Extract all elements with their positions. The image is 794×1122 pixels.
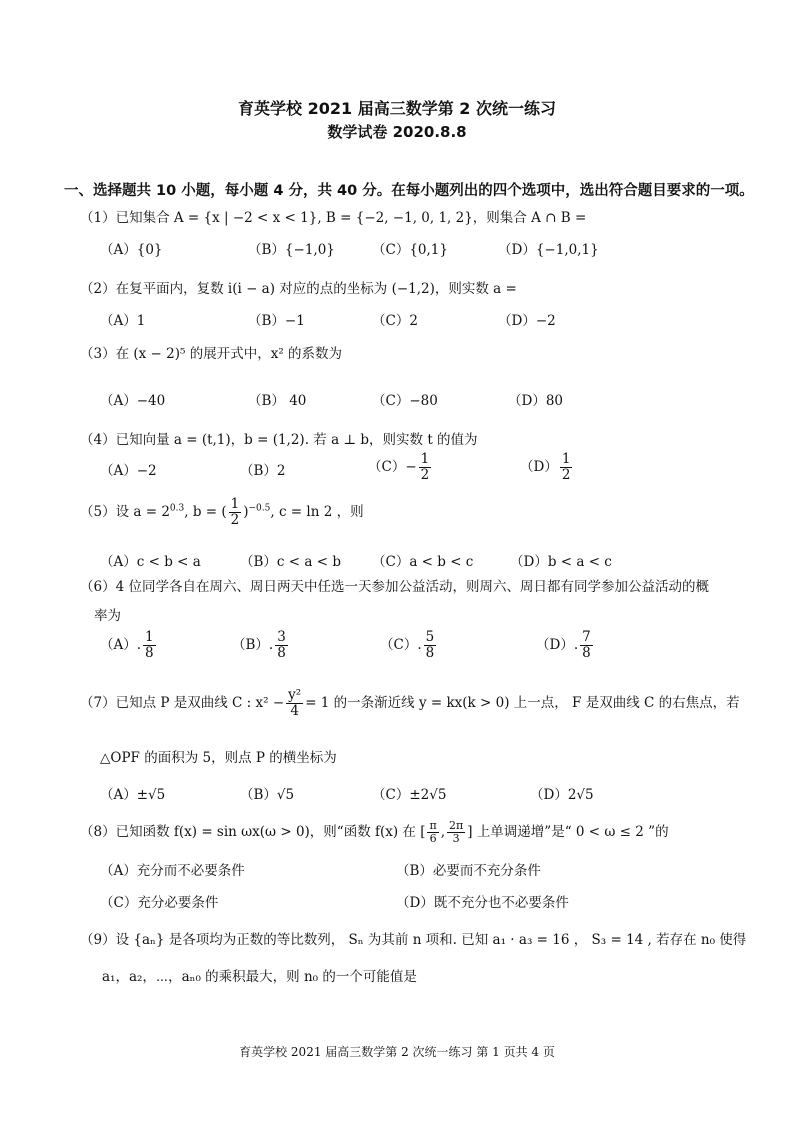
q5-stem-part-a: （5）设 a = 2 [80, 503, 170, 520]
q5-stem-part-b: , b = ( [184, 503, 227, 520]
fraction-denominator: 2 [230, 511, 240, 528]
q8-fraction-2 [447, 820, 465, 845]
q4-option-c [368, 452, 433, 483]
question-1-stem: （1）已知集合 A = {x | −2 < x < 1}, B = {−2, −1, 0, 1, 2}，则集合 A ∩ B = [80, 210, 587, 226]
q4-option-b: （B）2 [240, 463, 286, 479]
q8-option-d: （D）既不充分也不必要条件 [396, 895, 569, 911]
q5-exponent-a: 0.3 [169, 503, 185, 514]
q6-option-c [380, 630, 438, 661]
fraction-numerator: π [429, 819, 437, 832]
q5-option-d: （D）b < a < c [510, 554, 612, 570]
fraction-numerator: 1 [561, 451, 571, 467]
q1-option-d: （D）{−1,0,1} [498, 242, 599, 258]
question-2-stem: （2）在复平面内，复数 i(i − a) 对应的点的坐标为 (−1,2)，则实数 a = [80, 281, 517, 297]
q8-option-a: （A）充分而不必要条件 [100, 863, 245, 879]
q6-option-c-label: （C）. [380, 636, 422, 653]
q4-option-d-fraction [560, 452, 573, 483]
fraction-numerator: 5 [425, 629, 435, 645]
q5-exponent-c: −0.5 [248, 503, 271, 514]
q4-option-d [520, 452, 574, 483]
question-6-stem-continued: 率为 [94, 608, 121, 624]
q7-option-b: （B）√5 [240, 787, 295, 803]
question-7-stem [80, 688, 740, 719]
fraction-denominator: 4 [290, 702, 299, 719]
q5-fraction [229, 497, 242, 528]
fraction-numerator: 7 [582, 629, 591, 645]
q3-option-b: （B） 40 [248, 393, 307, 409]
q6-option-c-fraction [424, 630, 437, 661]
exam-title: 育英学校 2021 届高三数学第 2 次统一练习 [238, 99, 556, 118]
fraction-numerator: y² [288, 687, 302, 703]
q5-option-b: （B）c < a < b [240, 554, 341, 570]
q6-option-b-fraction [275, 630, 288, 661]
q5-option-a: （A）c < b < a [100, 554, 201, 570]
q6-option-a-label: （A）. [100, 636, 142, 653]
q1-option-c: （C）{0,1} [372, 242, 448, 258]
fraction-denominator: 3 [452, 832, 460, 846]
q7-option-d: （D）2√5 [530, 787, 594, 803]
q6-option-d-label: （D）. [536, 636, 579, 653]
exam-subtitle: 数学试卷 2020.8.8 [327, 123, 467, 141]
q4-option-c-fraction [419, 452, 432, 483]
q4-option-c-label: （C）− [368, 458, 417, 475]
q1-option-a: （A）{0} [100, 242, 163, 258]
q6-option-d [536, 630, 595, 661]
q7-stem-part-a: （7）已知点 P 是双曲线 C : x² − [80, 694, 285, 711]
question-8-stem: （8）已知函数 f(x) = sin ωx(ω > 0)，则“函数 f(x) 在 [ $\frac{\pi}{6}$ , $\frac{2\pi}{3}$ ] 上单调递增”是“ 0 < ω ≤ 2 ”的 [80, 819, 669, 846]
q8-stem-part-b: ] 上单调递增”是“ 0 < ω ≤ 2 ”的 [467, 824, 669, 841]
q8-option-c: （C）充分必要条件 [100, 895, 219, 911]
q2-option-a: （A）1 [100, 313, 146, 329]
q2-option-b: （B）−1 [248, 313, 305, 329]
section-heading: 一、选择题共 10 小题，每小题 4 分，共 40 分。在每小题列出的四个选项中，选出符合题目要求的一项。 [64, 183, 754, 199]
q2-option-c: （C）2 [372, 313, 418, 329]
question-5-stem [80, 497, 364, 528]
question-9-stem-continued: a₁，a₂，⋯，aₙ₀ 的乘积最大，则 n₀ 的一个可能值是 [102, 969, 417, 985]
q3-option-d: （D）80 [508, 393, 564, 409]
question-4-stem: （4）已知向量 a = (t,1)，b = (1,2). 若 a ⊥ b，则实数 t 的值为 [80, 432, 478, 448]
fraction-numerator: 3 [277, 629, 286, 645]
q8-fraction-1 [427, 820, 438, 845]
q6-option-a [100, 630, 158, 661]
q7-option-c: （C）±2√5 [372, 787, 447, 803]
question-7-stem-continued: △OPF 的面积为 5，则点 P 的横坐标为 [100, 750, 337, 766]
fraction-numerator: 2π [449, 819, 464, 832]
q4-option-a: （A）−2 [100, 463, 157, 479]
question-3-stem: （3）在 (x − 2)⁵ 的展开式中，x² 的系数为 [80, 346, 343, 362]
fraction-denominator: 2 [420, 466, 430, 483]
fraction-numerator: 1 [230, 496, 240, 512]
question-6-stem: （6）4 位同学各自在周六、周日两天中任选一天参加公益活动，则周六、周日都有同学参加公益活动的概 [80, 579, 709, 595]
q8-stem-part-a: （8）已知函数 f(x) = sin ωx(ω > 0)，则“函数 f(x) 在 [ [80, 824, 426, 841]
q8-option-b: （B）必要而不充分条件 [396, 863, 541, 879]
q6-option-b-label: （B）. [232, 636, 274, 653]
question-9-stem: （9）设 {aₙ} 是各项均为正数的等比数列， Sₙ 为其前 n 项和. 已知 a₁ · a₃ = 16 ， S₃ = 14 , 若存在 n₀ 使得 [80, 932, 747, 948]
fraction-denominator: 2 [561, 466, 571, 483]
q5-option-c: （C）a < b < c [372, 554, 474, 570]
q5-stem-part-c: ) [243, 503, 249, 520]
fraction-numerator: 1 [145, 629, 154, 645]
q6-option-d-fraction [580, 630, 593, 661]
q7-option-a: （A）±√5 [100, 787, 166, 803]
q2-option-d: （D）−2 [498, 313, 556, 329]
q7-fraction [286, 688, 303, 719]
q1-option-b: （B）{−1,0} [248, 242, 335, 258]
fraction-denominator: 8 [277, 644, 286, 661]
fraction-denominator: 8 [145, 644, 154, 661]
q3-option-c: （C）−80 [372, 393, 438, 409]
fraction-denominator: 8 [582, 644, 591, 661]
fraction-numerator: 1 [420, 451, 430, 467]
q4-option-d-label: （D） [520, 458, 558, 475]
q5-stem-part-d: , c = ln 2 ，则 [270, 503, 364, 520]
q6-option-b [232, 630, 290, 661]
fraction-denominator: 8 [425, 644, 435, 661]
q7-stem-part-b: = 1 的一条渐近线 y = kx(k > 0) 上一点， F 是双曲线 C 的右焦点，若 [305, 694, 740, 711]
q3-option-a: （A）−40 [100, 393, 166, 409]
fraction-denominator: 6 [429, 832, 437, 846]
page-footer: 育英学校 2021 届高三数学第 2 次统一练习 第 1 页共 4 页 [239, 1045, 555, 1059]
q6-option-a-fraction [143, 630, 156, 661]
